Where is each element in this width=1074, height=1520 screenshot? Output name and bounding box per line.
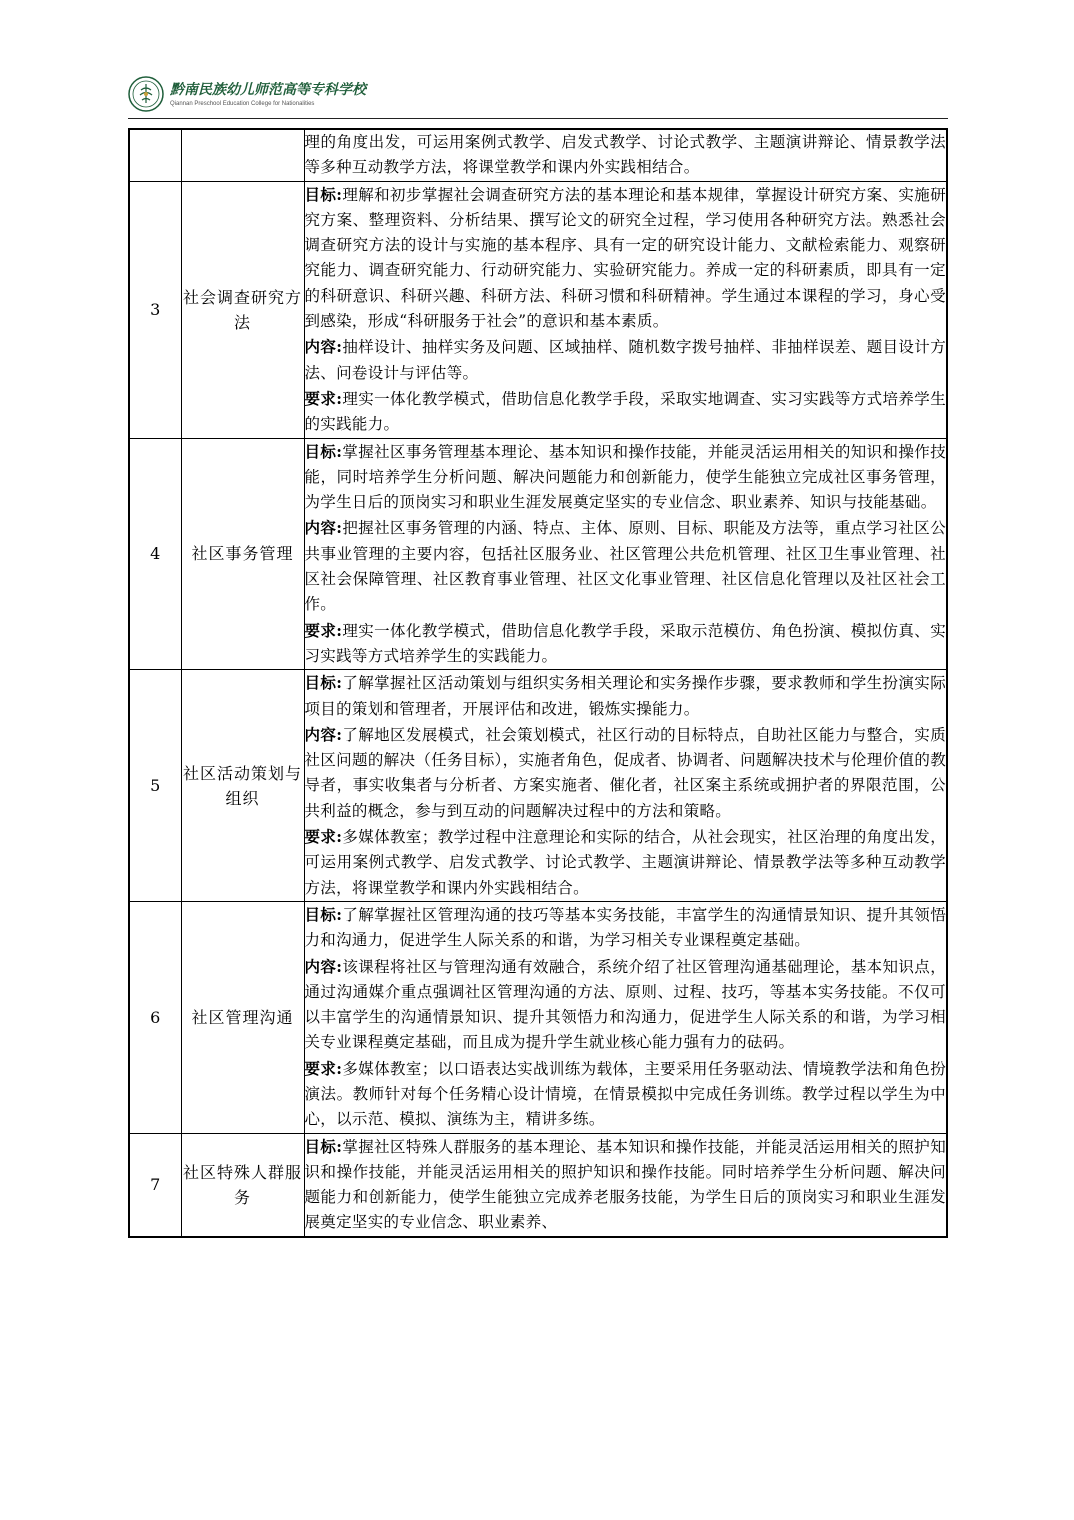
course-table-body: [129, 129, 947, 1237]
section-text: 多媒体教室；教学过程中注意理论和实际的结合，从社会现实，社区治理的角度出发，可运用案例式教学、启发式教学、讨论式教学、主题演讲辩论、情景教学法等多种互动教学方法，将课堂教学和课内外实践相结合。: [304, 828, 946, 897]
description-paragraph: [305, 182, 947, 335]
description-paragraph: [305, 334, 947, 386]
course-description: [304, 670, 947, 902]
section-label: 目标:: [304, 673, 343, 693]
school-name-cn: 黔南民族幼儿师范高等专科学校: [170, 82, 366, 98]
table-row: [129, 1133, 947, 1237]
description-paragraph: [305, 954, 947, 1056]
section-label: 要求:: [304, 620, 343, 640]
course-number: 3: [129, 181, 181, 438]
description-paragraph: [305, 1134, 947, 1236]
section-label: 目标:: [304, 184, 343, 204]
course-name: 社区特殊人群服务: [181, 1133, 304, 1237]
course-name: 社区活动策划与组织: [181, 670, 304, 902]
course-number: 5: [129, 670, 181, 902]
description-paragraph: [305, 439, 947, 516]
section-label: 要求:: [304, 1058, 343, 1078]
section-label: 目标:: [304, 441, 343, 461]
section-text: 理实一体化教学模式，借助信息化教学手段，采取实地调查、实习实践等方式培养学生的实践能力。: [304, 389, 946, 434]
description-paragraph: [305, 902, 947, 954]
school-logo-text: [170, 79, 366, 107]
section-text: 多媒体教室；以口语表达实战训练为载体，主要采用任务驱动法、情境教学法和角色扮演法。教师针对每个任务精心设计情境，在情景模拟中完成任务训练。教学过程以学生为中心，以示范、模拟、演练为主，精讲多练。: [304, 1059, 946, 1129]
table-row: [129, 438, 947, 670]
course-description: [304, 901, 947, 1133]
section-text: 该课程将社区与管理沟通有效融合，系统介绍了社区管理沟通基础理论，基本知识点，通过沟通媒介重点强调社区管理沟通的方法、原则、过程、技巧，等基本实务技能。不仅可以丰富学生的沟通情景知识、提升其领悟力和沟通力，促进学生人际关系的和谐，为学习相关专业课程奠定基础，而且成为提升学生就业核心能力强有力的砝码。: [304, 957, 946, 1052]
section-label: 要求:: [304, 388, 343, 408]
section-label: 内容:: [304, 518, 343, 538]
course-description: [304, 438, 947, 670]
description-paragraph: [305, 722, 947, 824]
description-paragraph: [305, 1056, 947, 1133]
section-text: 了解掌握社区管理沟通的技巧等基本实务技能，丰富学生的沟通情景知识、提升其领悟力和沟通力，促进学生人际关系的和谐，为学习相关专业课程奠定基础。: [304, 905, 946, 950]
course-table: [128, 128, 948, 1238]
table-row: [129, 670, 947, 902]
course-description: [304, 181, 947, 438]
section-text: 了解地区发展模式，社会策划模式，社区行动的目标特点，自助社区能力与整合，实质社区问题的解决（任务目标），实施者角色，促成者、协调者、问题解决技术与伦理价值的教导者，事实收集者与分析者、方案实施者、催化者，社区案主系统或拥护者的界限范围，公共利益的概念，参与到互动的问题解决过程中的方法和策略。: [304, 725, 946, 820]
description-paragraph: [305, 130, 947, 181]
course-number: 7: [129, 1133, 181, 1237]
section-text: 了解掌握社区活动策划与组织实务相关理论和实务操作步骤，要求教师和学生扮演实际项目的策划和管理者，开展评估和改进，锻炼实操能力。: [304, 674, 946, 718]
course-description: [304, 1133, 947, 1237]
course-number: 4: [129, 438, 181, 670]
table-row: [129, 181, 947, 438]
description-paragraph: [305, 670, 947, 722]
course-number: [129, 129, 181, 181]
course-name: [181, 129, 304, 181]
course-name: 社区事务管理: [181, 438, 304, 670]
section-text: 掌握社区事务管理基本理论、基本知识和操作技能，并能灵活运用相关的知识和操作技能，同时培养学生分析问题、解决问题能力和创新能力，使学生能独立完成社区事务管理，为学生日后的顶岗实习和职业生涯发展奠定坚实的专业信念、职业素养、知识与技能基础。: [304, 442, 946, 512]
section-text: 理实一体化教学模式，借助信息化教学手段，采取示范模仿、角色扮演、模拟仿真、实习实践等方式培养学生的实践能力。: [304, 621, 946, 665]
description-paragraph: [305, 618, 947, 670]
description-paragraph: [305, 386, 947, 438]
section-label: 内容:: [304, 337, 343, 357]
section-label: 目标:: [304, 1136, 343, 1156]
course-number: 6: [129, 901, 181, 1133]
section-text: 理的角度出发，可运用案例式教学、启发式教学、讨论式教学、主题演讲辩论、情景教学法等多种互动教学方法，将课堂教学和课内外实践相结合。: [304, 133, 946, 177]
course-name: 社区管理沟通: [181, 901, 304, 1133]
description-paragraph: [305, 824, 947, 901]
section-text: 把握社区事务管理的内涵、特点、主体、原则、目标、职能及方法等，重点学习社区公共事业管理的主要内容，包括社区服务业、社区管理公共危机管理、社区卫生事业管理、社区社会保障管理、社区教育事业管理、社区文化事业管理、社区信息化管理以及社区社会工作。: [304, 519, 946, 614]
section-label: 内容:: [304, 956, 343, 976]
section-text: 抽样设计、抽样实务及问题、区域抽样、随机数字拨号抽样、非抽样误差、题目设计方法、问卷设计与评估等。: [304, 338, 946, 382]
school-seal-logo-icon: [128, 76, 164, 112]
school-name-en: Qiannan Preschool Education College for Nationalities: [170, 101, 315, 107]
section-text: 掌握社区特殊人群服务的基本理论、基本知识和操作技能，并能灵活运用相关的照护知识和操作技能，并能灵活运用相关的照护知识和操作技能。同时培养学生分析问题、解决问题能力和创新能力，使学生能独立完成养老服务技能，为学生日后的顶岗实习和职业生涯发展奠定坚实的专业信念、职业素养、: [304, 1137, 946, 1232]
description-paragraph: [305, 515, 947, 617]
course-description: [304, 129, 947, 181]
table-row: [129, 901, 947, 1133]
course-name: 社会调查研究方法: [181, 181, 304, 438]
page-header: [128, 70, 948, 119]
table-row: [129, 129, 947, 181]
section-label: 内容:: [304, 724, 343, 744]
section-label: 目标:: [304, 904, 343, 924]
section-text: 理解和初步掌握社会调查研究方法的基本理论和基本规律，掌握设计研究方案、实施研究方案、整理资料、分析结果、撰写论文的研究全过程，学习使用各种研究方法。熟悉社会调查研究方法的设计与实施的基本程序、具有一定的研究设计能力、文献检索能力、观察研究能力、调查研究能力、行动研究能力、实验研究能力。养成一定的科研素质，即具有一定的科研意识、科研兴趣、科研方法、科研习惯和科研精神。学生通过本课程的学习，身心受到感染，形成“科研服务于社会”的意识和基本素质。: [304, 185, 946, 331]
section-label: 要求:: [304, 827, 343, 847]
